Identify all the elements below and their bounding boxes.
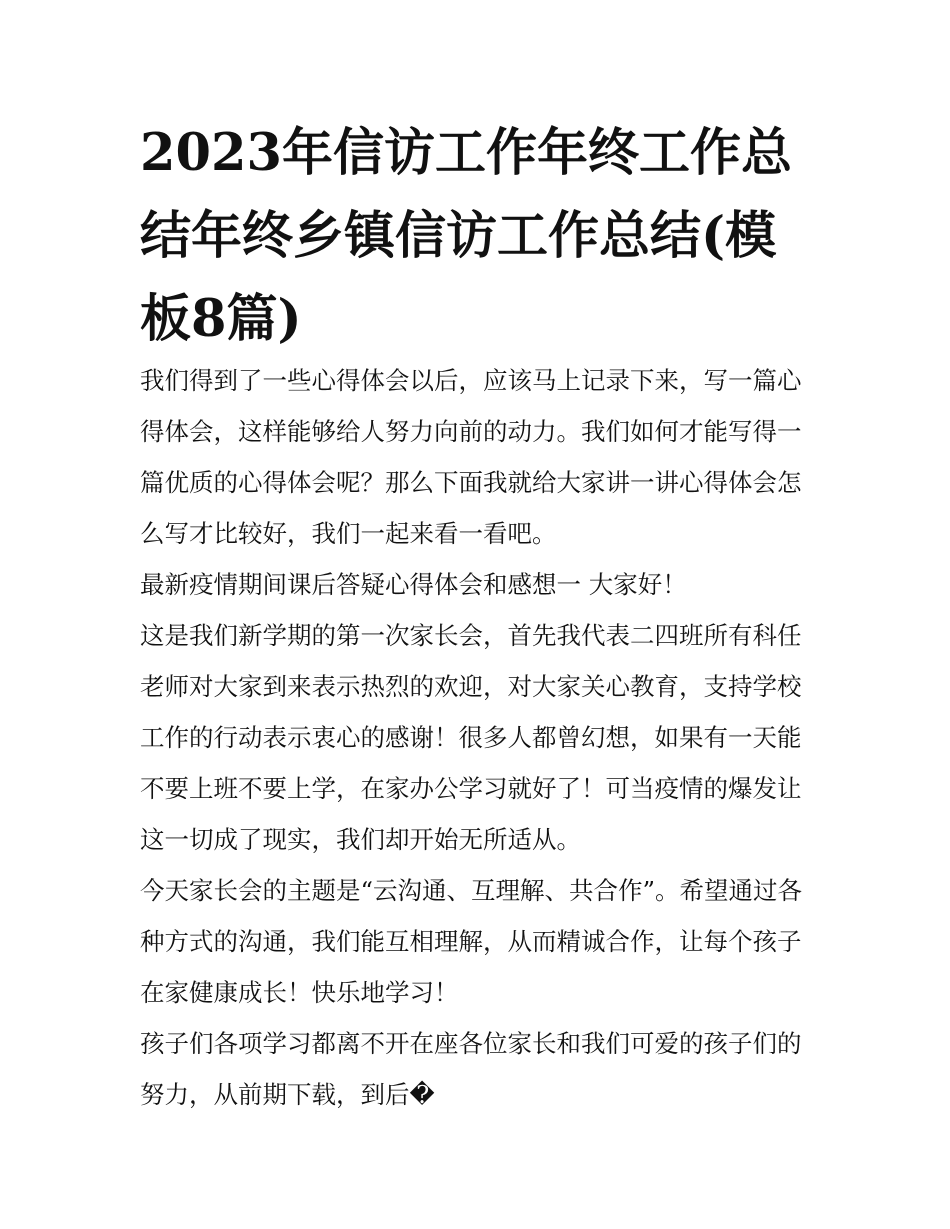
- paragraph-intro: 我们得到了一些心得体会以后，应该马上记录下来，写一篇心得体会，这样能够给人努力向前的动力。我们如何才能写得一篇优质的心得体会呢？那么下面我就给大家讲一讲心得体会怎么写才比较好，我们一起来看一看吧。: [140, 366, 802, 548]
- paragraph-effort: 孩子们各项学习都离不开在座各位家长和我们可爱的孩子们的努力，从前期下载，到后�: [140, 1029, 802, 1109]
- document-body: [140, 355, 820, 1120]
- paragraph-meeting: 这是我们新学期的第一次家长会，首先我代表二四班所有科任老师对大家到来表示热烈的欢迎，对大家关心教育，支持学校工作的行动表示衷心的感谢！很多人都曾幻想，如果有一天能不要上班不要上学，在家办公学习就好了！可当疫情的爆发让这一切成了现实，我们却开始无所适从。: [140, 621, 802, 854]
- paragraph-theme: 今天家长会的主题是“云沟通、互理解、共合作”。希望通过各种方式的沟通，我们能互相理解，从而精诚合作，让每个孩子在家健康成长！快乐地学习！: [140, 876, 803, 1007]
- document-title: 2023年信访工作年终工作总结年终乡镇信访工作总结(模板8篇): [140, 123, 792, 349]
- paragraph-heading: 最新疫情期间课后答疑心得体会和感想一 大家好！: [140, 570, 687, 599]
